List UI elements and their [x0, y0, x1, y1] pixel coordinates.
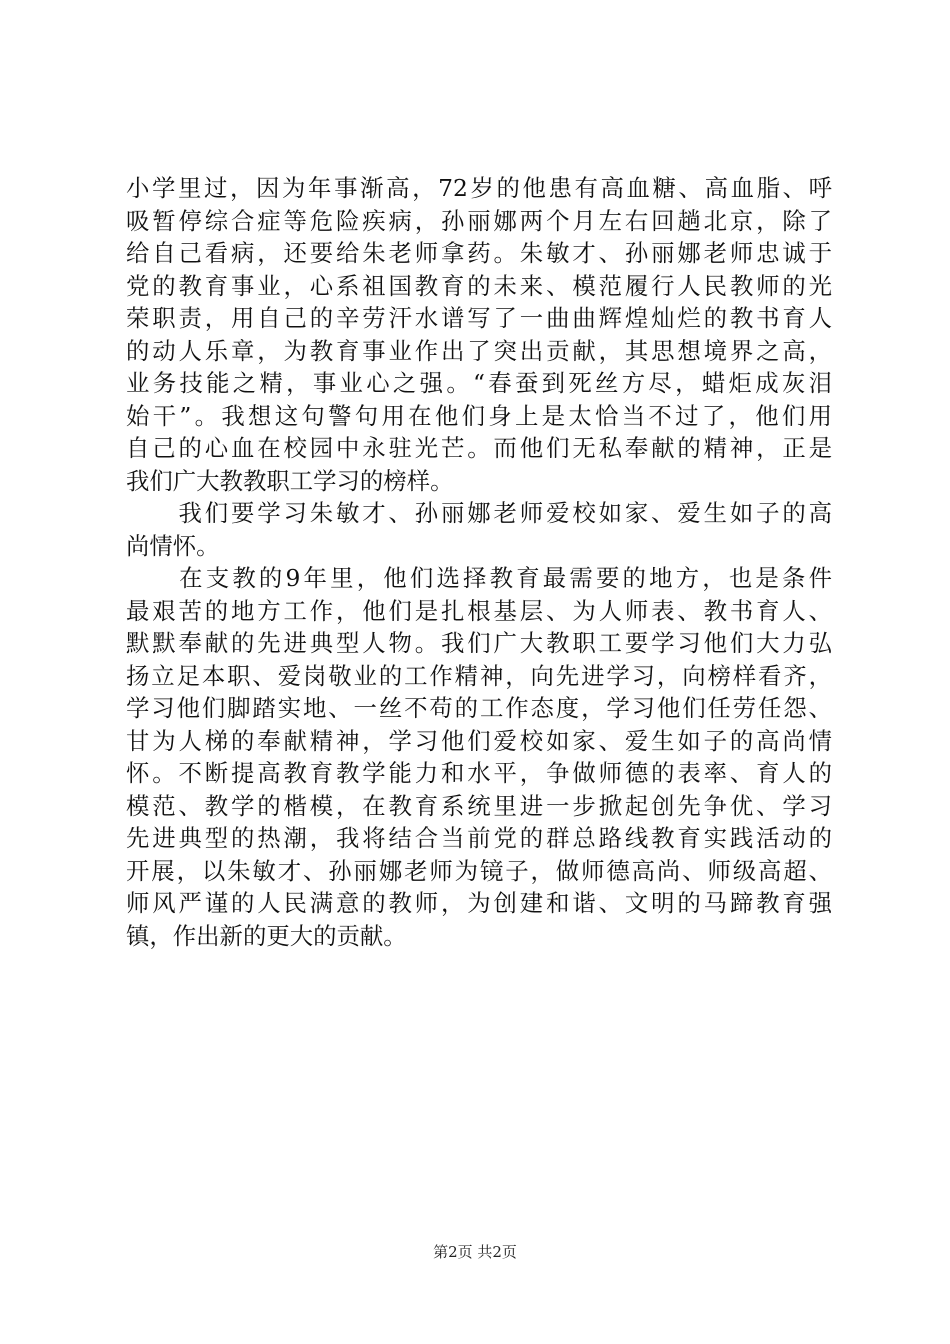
text-line: 给自己看病，还要给朱老师拿药。朱敏才、孙丽娜老师忠诚于 — [126, 239, 832, 267]
text-line: 甘为人梯的奉献精神，学习他们爱校如家、爱生如子的高尚情 — [126, 726, 832, 755]
text-line: 我们广大教教职工学习的榜样。 — [126, 466, 454, 495]
text-line: 始干”。我想这句警句用在他们身上是太恰当不过了，他们用 — [126, 401, 832, 430]
text-line: 模范、教学的楷模，在教育系统里进一步掀起创先争优、学习 — [126, 791, 832, 820]
text-line: 的动人乐章，为教育事业作出了突出贡献，其思想境界之高， — [126, 336, 832, 365]
text-line: 吸暂停综合症等危险疾病，孙丽娜两个月左右回趟北京，除了 — [126, 206, 832, 235]
text-line: 党的教育事业，心系祖国教育的未来、模范履行人民教师的光 — [126, 271, 832, 300]
text-line: 开展，以朱敏才、孙丽娜老师为镜子，做师德高尚、师级高超、 — [126, 856, 832, 885]
text-line: 先进典型的热潮，我将结合当前党的群总路线教育实践活动的 — [126, 824, 832, 852]
text-line: 镇，作出新的更大的贡献。 — [126, 921, 407, 950]
text-line: 扬立足本职、爱岗敬业的工作精神，向先进学习，向榜样看齐， — [126, 661, 832, 690]
text-line: 荣职责，用自己的辛劳汗水谱写了一曲曲辉煌灿烂的教书育人 — [126, 304, 832, 332]
text-line: 我们要学习朱敏才、孙丽娜老师爱校如家、爱生如子的高 — [126, 499, 832, 527]
text-line: 学习他们脚踏实地、一丝不苟的工作态度，学习他们任劳任怨、 — [126, 694, 832, 722]
document-body — [126, 172, 832, 952]
text-line: 业务技能之精，事业心之强。“春蚕到死丝方尽，蜡炬成灰泪 — [126, 369, 832, 397]
page-footer: 第2页 共2页 — [433, 1243, 517, 1261]
text-line: 尚情怀。 — [126, 531, 220, 560]
text-line: 自己的心血在校园中永驻光芒。而他们无私奉献的精神，正是 — [126, 434, 832, 462]
text-line: 默默奉献的先进典型人物。我们广大教职工要学习他们大力弘 — [126, 629, 832, 657]
text-line: 在支教的9年里，他们选择教育最需要的地方，也是条件 — [126, 564, 832, 592]
text-line: 师风严谨的人民满意的教师，为创建和谐、文明的马蹄教育强 — [126, 889, 832, 917]
text-line: 怀。不断提高教育教学能力和水平，争做师德的表率、育人的 — [126, 759, 832, 787]
text-line: 最艰苦的地方工作，他们是扎根基层、为人师表、教书育人、 — [126, 596, 832, 625]
text-line: 小学里过，因为年事渐高，72岁的他患有高血糖、高血脂、呼 — [126, 174, 832, 202]
